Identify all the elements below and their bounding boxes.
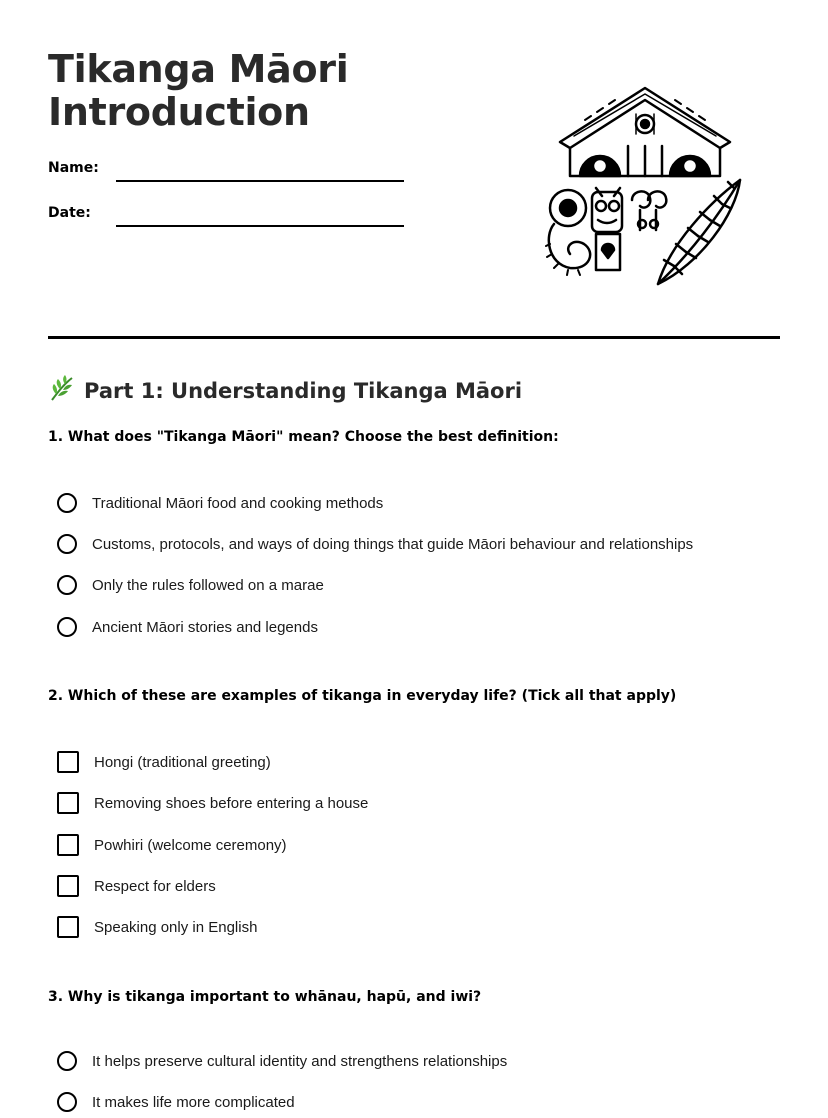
title-line-1: Tikanga Māori bbox=[48, 47, 349, 91]
q2-option-5[interactable] bbox=[57, 914, 257, 940]
q2-option-3[interactable] bbox=[57, 832, 287, 858]
q1-option-2[interactable] bbox=[57, 531, 693, 557]
q3-option-1[interactable] bbox=[57, 1048, 507, 1074]
radio-button[interactable] bbox=[57, 493, 77, 513]
koru-icon bbox=[546, 190, 590, 275]
name-label: Name: bbox=[48, 160, 99, 176]
checkbox[interactable] bbox=[57, 792, 79, 814]
question-1-text: 1. What does "Tikanga Māori" mean? Choose the best definition: bbox=[48, 429, 559, 445]
option-label: Ancient Māori stories and legends bbox=[92, 618, 318, 636]
option-label: Respect for elders bbox=[94, 877, 216, 895]
option-label: Removing shoes before entering a house bbox=[94, 794, 369, 812]
option-label: Speaking only in English bbox=[94, 918, 258, 936]
radio-button[interactable] bbox=[57, 617, 77, 637]
radio-button[interactable] bbox=[57, 1051, 77, 1071]
q3-option-2[interactable] bbox=[57, 1089, 295, 1115]
option-label: Powhiri (welcome ceremony) bbox=[94, 836, 287, 854]
worksheet-title bbox=[48, 48, 348, 134]
tiki-carving-icon bbox=[592, 188, 622, 270]
checkbox[interactable] bbox=[57, 834, 79, 856]
part-1-heading bbox=[48, 374, 522, 407]
title-line-2: Introduction bbox=[48, 90, 310, 134]
checkbox[interactable] bbox=[57, 751, 79, 773]
checkbox[interactable] bbox=[57, 875, 79, 897]
fern-frond-icon bbox=[658, 180, 740, 284]
part-1-heading-text: Part 1: Understanding Tikanga Māori bbox=[84, 378, 523, 403]
option-label: Hongi (traditional greeting) bbox=[94, 753, 271, 771]
radio-button[interactable] bbox=[57, 575, 77, 595]
option-label: It makes life more complicated bbox=[92, 1093, 295, 1111]
q1-option-4[interactable] bbox=[57, 614, 318, 640]
checkbox[interactable] bbox=[57, 916, 79, 938]
q1-option-1[interactable] bbox=[57, 490, 383, 516]
herb-icon bbox=[48, 374, 76, 407]
radio-button[interactable] bbox=[57, 534, 77, 554]
radio-button[interactable] bbox=[57, 1092, 77, 1112]
option-label: Traditional Māori food and cooking methods bbox=[92, 494, 384, 512]
date-field[interactable] bbox=[116, 225, 404, 227]
name-field[interactable] bbox=[116, 180, 404, 182]
q2-option-1[interactable] bbox=[57, 749, 271, 775]
q2-option-2[interactable] bbox=[57, 790, 368, 816]
q1-option-3[interactable] bbox=[57, 572, 324, 598]
option-label: Customs, protocols, and ways of doing things that guide Māori behaviour and relationships bbox=[92, 535, 694, 553]
question-3-text: 3. Why is tikanga important to whānau, hapū, and iwi? bbox=[48, 989, 482, 1005]
section-divider bbox=[48, 336, 780, 339]
option-label: It helps preserve cultural identity and strengthens relationships bbox=[92, 1052, 508, 1070]
question-2-text: 2. Which of these are examples of tikanga in everyday life? (Tick all that apply) bbox=[48, 688, 677, 704]
wharenui-icon bbox=[560, 88, 730, 176]
date-label: Date: bbox=[48, 205, 91, 221]
maori-art-illustration bbox=[540, 84, 750, 290]
manaia-icon bbox=[632, 191, 666, 230]
q2-option-4[interactable] bbox=[57, 873, 216, 899]
option-label: Only the rules followed on a marae bbox=[92, 576, 324, 594]
